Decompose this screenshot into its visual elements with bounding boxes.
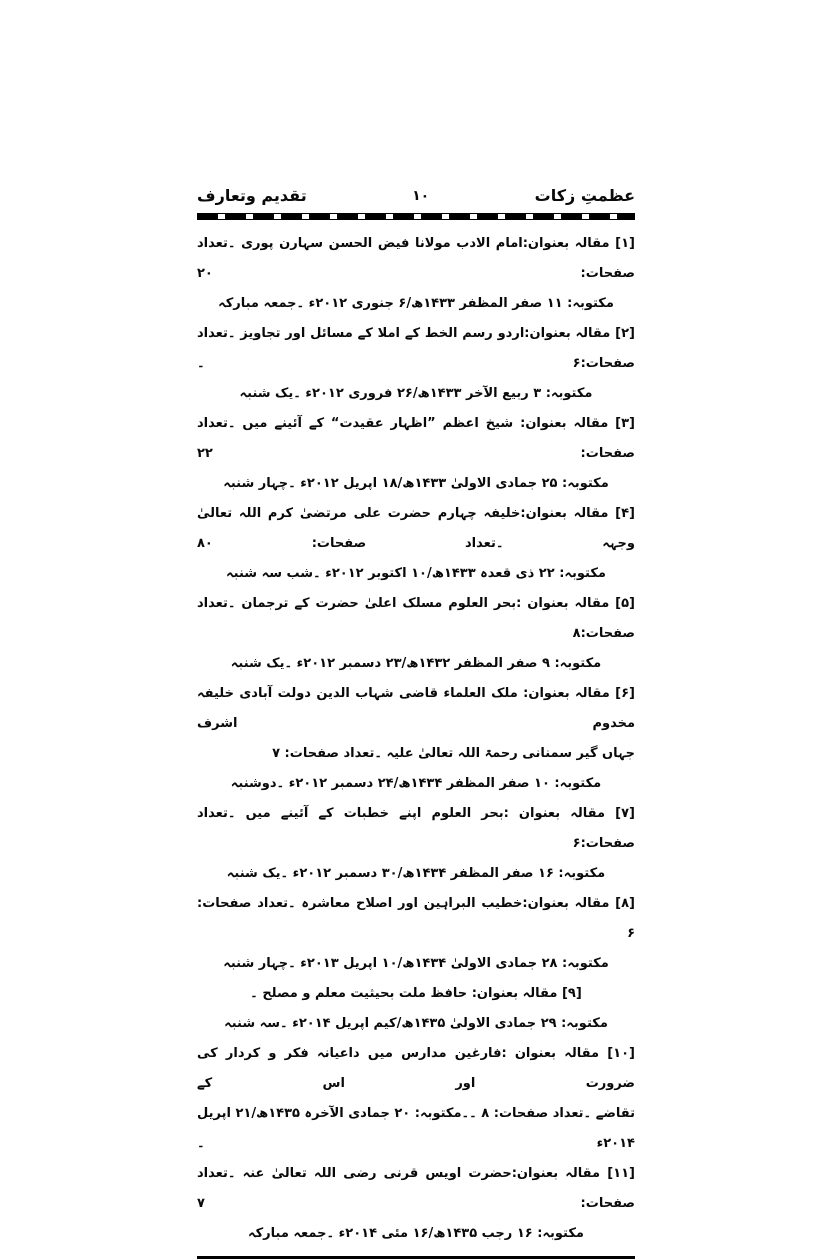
entry-9 xyxy=(197,979,635,1039)
entry-5-date-line: مکتوبہ: ۹ صفر المظفر ۱۴۳۲ھ/۲۳ دسمبر ۲۰۱۲ء ۔یک شنبہ xyxy=(230,656,602,671)
header-section-title: تقدیم وتعارف xyxy=(197,186,307,205)
entry-6-title-line-2: جہاں گیر سمنانی رحمۃ اللہ تعالیٰ علیہ ۔تعداد صفحات: ۷ xyxy=(272,746,635,761)
entry-7-title-line: [۷] مقالہ بعنوان :بحر العلوم اپنے خطبات کے آئینے میں ۔تعداد صفحات:۶ xyxy=(197,806,635,851)
entry-2 xyxy=(197,319,635,409)
entry-9-title-line: [۹] مقالہ بعنوان: حافظ ملت بحیثیت معلم و مصلح ۔ xyxy=(250,986,582,1001)
entry-2-title-line: [۲] مقالہ بعنوان:اردو رسم الخط کے املا کے مسائل اور تجاویز ۔تعداد صفحات:۶ ۔ xyxy=(197,326,635,371)
header-page-number: ۱۰ xyxy=(412,188,430,204)
entry-1-title-line: [۱] مقالہ بعنوان:امام الادب مولانا فیض الحسن سہارن پوری ۔تعداد صفحات: ۲۰ xyxy=(197,236,635,281)
entry-7 xyxy=(197,799,635,889)
entry-8-date-line: مکتوبہ: ۲۸ جمادی الاولیٰ ۱۴۳۴ھ/۱۰ اپریل ۲۰۱۳ء ۔چہار شنبہ xyxy=(223,956,609,971)
entry-8-title-line: [۸] مقالہ بعنوان:خطیب البراہین اور اصلاح معاشرہ ۔تعداد صفحات: ۶ xyxy=(197,896,635,941)
entry-3-title-line: [۳] مقالہ بعنوان: شیخ اعظم ”اظہار عقیدت“ کے آئینے میں ۔تعداد صفحات: ۲۲ xyxy=(197,416,635,461)
entry-5-title-line: [۵] مقالہ بعنوان :بحر العلوم مسلک اعلیٰ حضرت کے ترجمان ۔تعداد صفحات:۸ xyxy=(197,596,635,641)
header-book-title: عظمتِ زکات xyxy=(534,186,635,205)
entry-4 xyxy=(197,499,635,589)
entry-1-date-line: مکتوبہ: ۱۱ صفر المظفر ۱۴۳۳ھ/۶ جنوری ۲۰۱۲ء ۔جمعہ مبارکہ xyxy=(218,296,614,311)
header-divider-rule xyxy=(197,213,635,220)
entry-5 xyxy=(197,589,635,679)
entry-3-date-line: مکتوبہ: ۲۵ جمادی الاولیٰ ۱۴۳۳ھ/۱۸ اپریل ۲۰۱۲ء ۔چہار شنبہ xyxy=(223,476,609,491)
page-content xyxy=(197,184,635,1259)
entry-1 xyxy=(197,229,635,319)
entry-4-title-line: [۴] مقالہ بعنوان:خلیفہ چہارم حضرت علی مرتضیٰ کرم اللہ تعالیٰ وجہہ ۔تعداد صفحات: ۸۰ xyxy=(197,506,635,551)
entry-10-title-date-line: تقاضے ۔تعداد صفحات: ۸ ۔۔مکتوبہ: ۲۰ جمادی الآخرہ ۱۴۳۵ھ/۲۱ اپریل ۲۰۱۴ء ۔ xyxy=(197,1106,635,1151)
entry-10 xyxy=(197,1039,635,1159)
entry-9-date-line: مکتوبہ: ۲۹ جمادی الاولیٰ ۱۴۳۵ھ/کیم اپریل ۲۰۱۴ء ۔سہ شنبہ xyxy=(224,1016,608,1031)
entry-6 xyxy=(197,679,635,799)
entry-8 xyxy=(197,889,635,979)
entry-10-title-line: [۱۰] مقالہ بعنوان :فارغین مدارس میں داعیانہ فکر و کردار کی ضرورت اور اس کے xyxy=(197,1046,635,1091)
entry-7-date-line: مکتوبہ: ۱۶ صفر المظفر ۱۴۳۴ھ/۳۰ دسمبر ۲۰۱۲ء ۔یک شنبہ xyxy=(226,866,606,881)
entry-3 xyxy=(197,409,635,499)
entry-11-title-line: [۱۱] مقالہ بعنوان:حضرت اویس قرنی رضی اللہ تعالیٰ عنہ ۔تعداد صفحات: ۷ xyxy=(197,1166,635,1211)
entry-11 xyxy=(197,1159,635,1249)
article-list xyxy=(197,229,635,1249)
entry-4-date-line: مکتوبہ: ۲۲ ذی قعدہ ۱۴۳۳ھ/۱۰ اکتوبر ۲۰۱۲ء ۔شب سہ شنبہ xyxy=(226,566,606,581)
entry-6-date-line: مکتوبہ: ۱۰ صفر المظفر ۱۴۳۴ھ/۲۴ دسمبر ۲۰۱۲ء ۔دوشنبہ xyxy=(230,776,602,791)
entry-11-date-line: مکتوبہ: ۱۶ رجب ۱۴۳۵ھ/۱۶ مئی ۲۰۱۴ء ۔جمعہ مبارکہ xyxy=(248,1226,584,1241)
page-header xyxy=(197,184,635,208)
entry-2-date-line: مکتوبہ: ۳ ربیع الآخر ۱۴۳۳ھ/۲۶ فروری ۲۰۱۲ء ۔یک شنبہ xyxy=(239,386,593,401)
entry-6-title-line: [۶] مقالہ بعنوان: ملک العلماء قاضی شہاب الدین دولت آبادی خلیفہ مخدوم اشرف xyxy=(197,686,635,731)
